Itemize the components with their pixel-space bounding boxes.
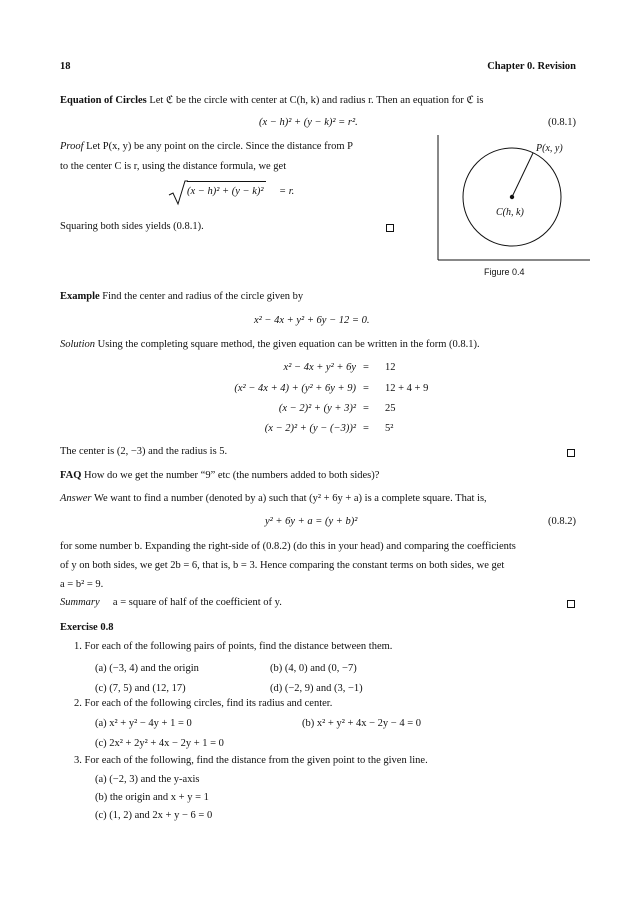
step-eq-sign: = — [363, 383, 369, 394]
exercise-q1: 1. For each of the following pairs of points, find the distance between them. — [74, 641, 393, 652]
sqrt-symbol — [168, 180, 188, 206]
step-lhs: (x − 2)² + (y − (−3))² — [264, 423, 356, 434]
step-eq-sign: = — [363, 362, 369, 373]
qed-square — [567, 449, 575, 457]
step-lhs: (x − 2)² + (y + 3)² — [278, 403, 356, 414]
summary-text: a = square of half of the coefficient of y. — [112, 597, 282, 608]
exercise-q3b: (b) the origin and x + y = 1 — [95, 792, 209, 803]
exercise-q3a: (a) (−2, 3) and the y-axis — [95, 774, 200, 785]
step-lhs: (x² − 4x + 4) + (y² + 6y + 9) — [234, 383, 356, 394]
faq-equation: y² + 6y + a = (y + b)² — [265, 516, 358, 527]
summary-label: Summary — [60, 597, 100, 608]
answer-label: Answer — [60, 493, 92, 504]
radius-line — [512, 153, 533, 197]
proof-line-1 — [60, 141, 353, 152]
step-eq-sign: = — [363, 423, 369, 434]
faq-para-3: a = b² = 9. — [60, 579, 104, 590]
step-lhs: x² − 4x + y² + 6y — [283, 362, 356, 373]
sqrt-radicand: (x − h)² + (y − k)² — [187, 181, 266, 198]
proof-text-1: Let P(x, y) be any point on the circle. Since the distance from P — [86, 141, 353, 152]
example-equation: x² − 4x + y² + 6y − 12 = 0. — [254, 315, 370, 326]
center-c-label: C(h, k) — [496, 207, 524, 218]
circles-intro: Let ℭ be the circle with center at C(h, k) and radius r. Then an equation for ℭ is — [149, 95, 484, 106]
faq-line — [60, 470, 379, 481]
figure-circle-diagram — [430, 135, 590, 265]
exercise-q2a: (a) x² + y² − 4y + 1 = 0 — [95, 718, 192, 729]
page-number: 18 — [60, 61, 71, 72]
exercise-q1a: (a) (−3, 4) and the origin — [95, 663, 199, 674]
exercise-q2b: (b) x² + y² + 4x − 2y − 4 = 0 — [302, 718, 422, 729]
faq-para-2: of y on both sides, we get 2b = 6, that is, b = 3. Hence comparing the constant terms on both sides, we get — [60, 560, 505, 571]
center-point — [510, 195, 514, 199]
exercise-title: Exercise 0.8 — [60, 622, 114, 633]
circles-intro-line — [60, 94, 484, 106]
qed-square — [386, 224, 394, 232]
answer-line — [60, 493, 487, 504]
sqrt-rhs: = r. — [279, 186, 295, 197]
exercise-q2c: (c) 2x² + 2y² + 4x − 2y + 1 = 0 — [95, 738, 224, 749]
example-conclusion: The center is (2, −3) and the radius is 5. — [60, 446, 228, 457]
exercise-q1c: (c) (7, 5) and (12, 17) — [95, 683, 186, 694]
circle-equation: (x − h)² + (y − k)² = r². — [259, 117, 358, 128]
step-rhs: 5² — [385, 423, 394, 434]
example-text: Find the center and radius of the circle given by — [102, 291, 304, 302]
solution-label: Solution — [60, 339, 96, 350]
exercise-q3: 3. For each of the following, find the distance from the given point to the given line. — [74, 755, 428, 766]
faq-question: How do we get the number “9” etc (the numbers added to both sides)? — [84, 470, 380, 481]
step-rhs: 12 + 4 + 9 — [385, 383, 429, 394]
proof-text-2: to the center C is r, using the distance formula, we get — [60, 161, 287, 172]
step-rhs: 25 — [385, 403, 396, 414]
squaring-text: Squaring both sides yields (0.8.1). — [60, 221, 204, 232]
step-rhs: 12 — [385, 362, 396, 373]
solution-line — [60, 339, 480, 350]
example-line — [60, 291, 303, 302]
proof-label: Proof — [60, 141, 84, 152]
step-eq-sign: = — [363, 403, 369, 414]
qed-square — [567, 600, 575, 608]
chapter-title: Chapter 0. Revision — [487, 61, 576, 72]
solution-text: Using the completing square method, the given equation can be written in the form (0.8.1). — [97, 339, 480, 350]
exercise-q3c: (c) (1, 2) and 2x + y − 6 = 0 — [95, 810, 213, 821]
exercise-q1b: (b) (4, 0) and (0, −7) — [270, 663, 357, 674]
exercise-q2: 2. For each of the following circles, find its radius and center. — [74, 698, 333, 709]
figure-caption: Figure 0.4 — [484, 267, 525, 277]
eq-tag-0-8-1: (0.8.1) — [548, 117, 576, 128]
answer-text: We want to find a number (denoted by a) such that (y² + 6y + a) is a complete square. That is, — [93, 493, 487, 504]
point-p-label: P(x, y) — [536, 143, 563, 154]
circles-heading: Equation of Circles — [60, 95, 147, 106]
exercise-q1d: (d) (−2, 9) and (3, −1) — [270, 683, 363, 694]
example-label: Example — [60, 291, 100, 302]
summary-line — [60, 597, 282, 608]
eq-tag-0-8-2: (0.8.2) — [548, 516, 576, 527]
faq-label: FAQ — [60, 470, 82, 481]
faq-para-1: for some number b. Expanding the right-side of (0.8.2) (do this in your head) and comparing the coefficients — [60, 541, 516, 552]
